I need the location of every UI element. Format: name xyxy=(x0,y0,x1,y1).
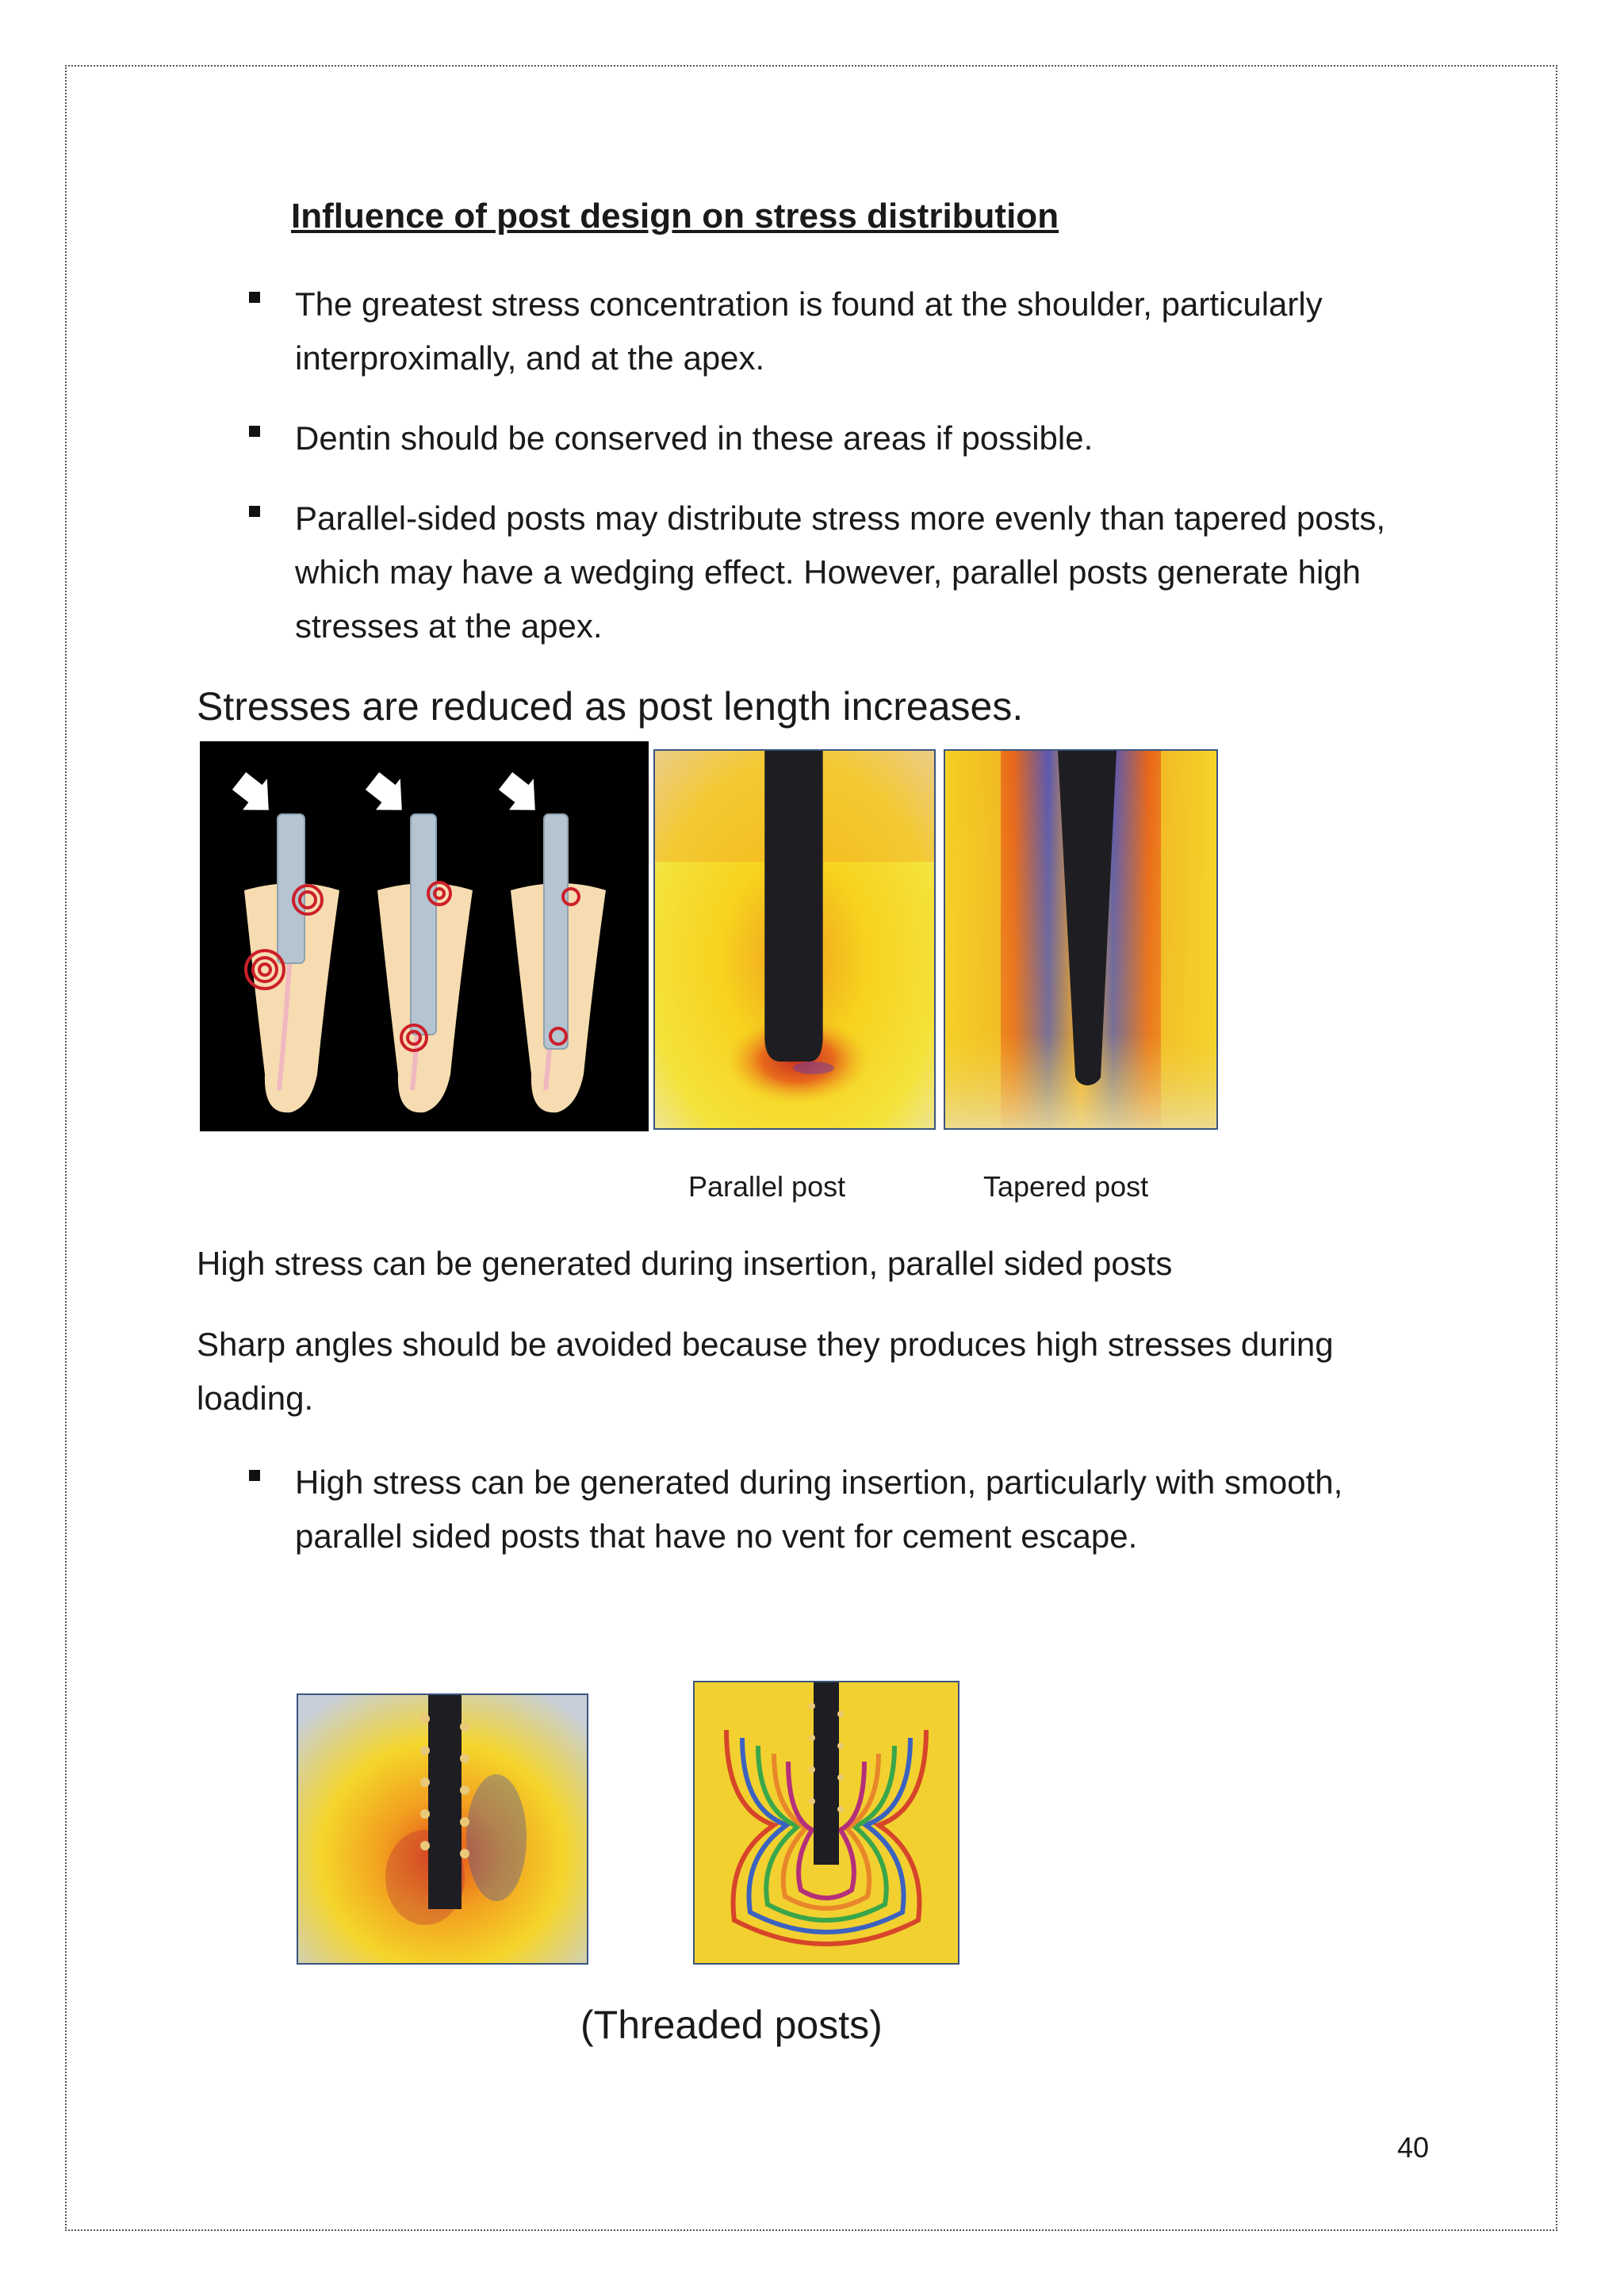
bullet-item xyxy=(246,411,1419,467)
bullet-text: Dentin should be conserved in these areas if possible. xyxy=(295,419,1094,457)
tapered-post-caption: Tapered post xyxy=(983,1170,1149,1203)
parallel-post-caption: Parallel post xyxy=(688,1170,846,1203)
tooth-long-post xyxy=(493,766,606,1112)
bullet-square-icon xyxy=(249,1470,260,1481)
tooth-medium-post xyxy=(360,766,473,1112)
parallel-post-stress-image xyxy=(653,749,936,1130)
bullet-square-icon xyxy=(249,292,260,303)
tooth-short-post xyxy=(227,766,339,1112)
threaded-posts-caption: (Threaded posts) xyxy=(580,2003,883,2047)
post-length-illustration xyxy=(200,741,649,1131)
threaded-post-stress-image-1 xyxy=(297,1693,588,1965)
tapered-post-stress-image xyxy=(944,749,1218,1130)
bullet-text: High stress can be generated during insertion, particularly with smooth, parallel sided posts that have no vent for cement escape. xyxy=(295,1464,1343,1555)
bullet-item xyxy=(246,277,1419,388)
bullet-square-icon xyxy=(249,426,260,437)
bullet-item xyxy=(246,1456,1435,1567)
section-heading: Influence of post design on stress distribution xyxy=(291,197,1059,235)
threaded-post-stress-image-2 xyxy=(693,1681,959,1965)
bullet-item xyxy=(246,492,1419,658)
sharp-angles-paragraph: Sharp angles should be avoided because they produces high stresses during loading. xyxy=(197,1326,1334,1417)
insertion-paragraph: High stress can be generated during insertion, parallel sided posts xyxy=(197,1245,1173,1282)
bullet-square-icon xyxy=(249,506,260,517)
stress-length-statement: Stresses are reduced as post length increases. xyxy=(197,684,1024,729)
page-number: 40 xyxy=(1397,2131,1430,2164)
bullet-text: Parallel-sided posts may distribute stress more evenly than tapered posts, which may have a wedging effect. However, parallel posts generate high stresses at the apex. xyxy=(295,499,1385,645)
bullet-text: The greatest stress concentration is found at the shoulder, particularly interproximally, and at the apex. xyxy=(295,285,1323,377)
